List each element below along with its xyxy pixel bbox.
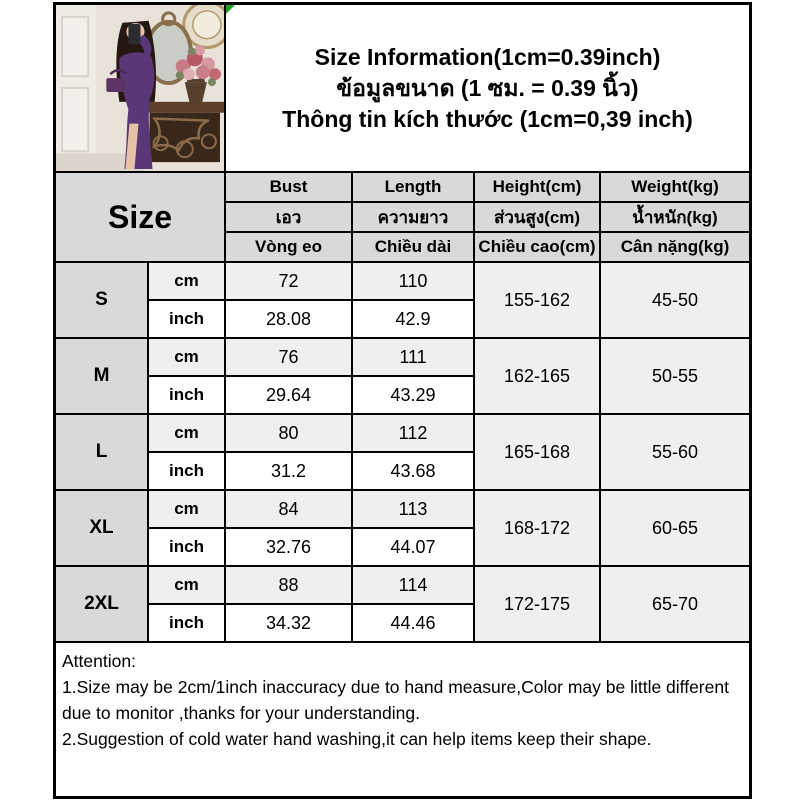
- 2xl-length-inch: 44.46: [353, 605, 475, 643]
- attention-note-2: 2.Suggestion of cold water hand washing,it can help items keep their shape.: [62, 729, 652, 749]
- col-header-weight-en: Weight(kg): [601, 173, 749, 203]
- xl-bust-inch: 32.76: [226, 529, 353, 567]
- s-height: 155-162: [475, 263, 601, 339]
- size-table: [56, 5, 749, 796]
- m-bust-inch: 29.64: [226, 377, 353, 415]
- row-label-2xl: 2XL: [56, 567, 149, 643]
- title-vietnamese: Thông tin kích thước (1cm=0,39 inch): [282, 105, 693, 132]
- xl-bust-cm: 84: [226, 491, 353, 529]
- unit-cm: cm: [149, 339, 226, 377]
- product-photo: [56, 5, 226, 173]
- col-header-height-en: Height(cm): [475, 173, 601, 203]
- product-photo-illustration: [56, 5, 224, 171]
- col-header-height-th: ส่วนสูง(cm): [475, 203, 601, 233]
- unit-inch: inch: [149, 453, 226, 491]
- xl-weight: 60-65: [601, 491, 749, 567]
- unit-inch: inch: [149, 377, 226, 415]
- col-header-length-vi: Chiều dài: [353, 233, 475, 263]
- col-header-length-en: Length: [353, 173, 475, 203]
- m-height: 162-165: [475, 339, 601, 415]
- m-weight: 50-55: [601, 339, 749, 415]
- photo-handbag: [106, 78, 125, 92]
- col-header-weight-th: น้ำหนัก(kg): [601, 203, 749, 233]
- 2xl-bust-inch: 34.32: [226, 605, 353, 643]
- m-length-inch: 43.29: [353, 377, 475, 415]
- s-bust-cm: 72: [226, 263, 353, 301]
- row-label-m: M: [56, 339, 149, 415]
- l-bust-inch: 31.2: [226, 453, 353, 491]
- 2xl-length-cm: 114: [353, 567, 475, 605]
- size-info-sheet: [53, 2, 752, 799]
- unit-cm: cm: [149, 491, 226, 529]
- unit-cm: cm: [149, 567, 226, 605]
- unit-inch: inch: [149, 605, 226, 643]
- cell-corner-flag-icon: [226, 5, 235, 14]
- l-height: 165-168: [475, 415, 601, 491]
- corner-size-header: Size: [56, 173, 226, 263]
- row-label-xl: XL: [56, 491, 149, 567]
- title-english: Size Information(1cm=0.39inch): [314, 43, 661, 70]
- s-length-cm: 110: [353, 263, 475, 301]
- 2xl-bust-cm: 88: [226, 567, 353, 605]
- title-thai: ข้อมูลขนาด (1 ซม. = 0.39 นิ้ว): [336, 74, 639, 101]
- photo-phone: [128, 24, 140, 45]
- unit-inch: inch: [149, 529, 226, 567]
- photo-console-table: [145, 102, 224, 113]
- col-header-height-vi: Chiều cao(cm): [475, 233, 601, 263]
- attention-heading: Attention:: [62, 651, 136, 671]
- l-length-inch: 43.68: [353, 453, 475, 491]
- l-bust-cm: 80: [226, 415, 353, 453]
- s-bust-inch: 28.08: [226, 301, 353, 339]
- s-weight: 45-50: [601, 263, 749, 339]
- col-header-bust-th: เอว: [226, 203, 353, 233]
- col-header-bust-en: Bust: [226, 173, 353, 203]
- 2xl-height: 172-175: [475, 567, 601, 643]
- title-block: [226, 5, 749, 173]
- xl-height: 168-172: [475, 491, 601, 567]
- attention-note-1: 1.Size may be 2cm/1inch inaccuracy due to hand measure,Color may be little different due to monitor ,thanks for your understanding.: [62, 677, 729, 723]
- s-length-inch: 42.9: [353, 301, 475, 339]
- m-bust-cm: 76: [226, 339, 353, 377]
- col-header-weight-vi: Cân nặng(kg): [601, 233, 749, 263]
- attention-section: [56, 643, 749, 796]
- unit-cm: cm: [149, 263, 226, 301]
- l-weight: 55-60: [601, 415, 749, 491]
- l-length-cm: 112: [353, 415, 475, 453]
- col-header-bust-vi: Vòng eo: [226, 233, 353, 263]
- unit-inch: inch: [149, 301, 226, 339]
- xl-length-cm: 113: [353, 491, 475, 529]
- col-header-length-th: ความยาว: [353, 203, 475, 233]
- xl-length-inch: 44.07: [353, 529, 475, 567]
- row-label-s: S: [56, 263, 149, 339]
- unit-cm: cm: [149, 415, 226, 453]
- 2xl-weight: 65-70: [601, 567, 749, 643]
- row-label-l: L: [56, 415, 149, 491]
- m-length-cm: 111: [353, 339, 475, 377]
